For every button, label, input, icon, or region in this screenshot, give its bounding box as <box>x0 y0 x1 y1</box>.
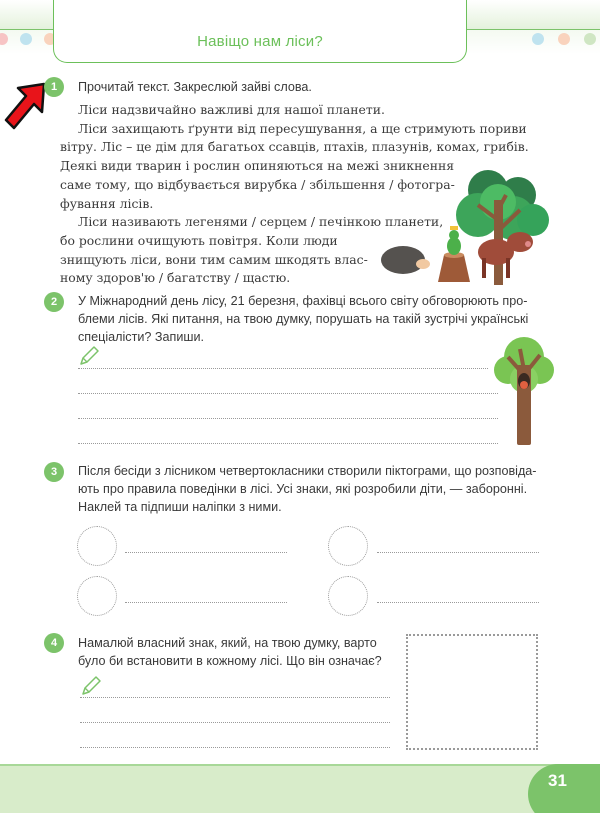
text-line: ному здоров'ю / багатству / щастю. <box>60 270 291 286</box>
task-badge: 4 <box>44 633 64 653</box>
sticker-label-line[interactable] <box>125 552 287 553</box>
decor-dot <box>532 33 544 45</box>
text-line: блеми лісів. Які питання, на твою думку, порушать на такій зустрічі українські <box>78 312 529 326</box>
sticker-placeholder[interactable] <box>77 576 117 616</box>
red-arrow-icon <box>2 82 48 132</box>
sticker-placeholder[interactable] <box>77 526 117 566</box>
drawing-area[interactable] <box>406 634 538 750</box>
sticker-placeholder[interactable] <box>328 576 368 616</box>
task-instruction: Прочитай текст. Закреслюй зайві слова. <box>78 80 312 94</box>
text-line: фування лісів. <box>60 195 154 211</box>
sticker-label-line[interactable] <box>377 602 539 603</box>
pencil-icon <box>80 675 102 697</box>
task-3-text <box>78 462 537 516</box>
hedgehog-icon <box>381 246 430 274</box>
text-line: Наклей та підпиши наліпки з ними. <box>78 500 282 514</box>
text-line: спеціалісти? Запиши. <box>78 330 204 344</box>
sticker-placeholder[interactable] <box>328 526 368 566</box>
decor-dot <box>558 33 570 45</box>
text-line: саме тому, що відбувається вирубка / збільшення / фотогра- <box>60 176 455 192</box>
answer-line[interactable] <box>78 418 498 419</box>
sticker-label-line[interactable] <box>125 602 287 603</box>
tree-with-owl-illustration <box>494 335 554 450</box>
pencil-icon <box>78 345 100 367</box>
title-card <box>53 0 467 63</box>
text-line: Ліси захищають ґрунти від пересушування, а ще стримують пориви <box>78 120 527 136</box>
tree-icon <box>456 170 549 285</box>
forest-animals-illustration <box>378 160 558 285</box>
text-line: знищують ліси, вони тим самим шкодять влас- <box>60 251 368 267</box>
text-line: бо рослини очищують повітря. Коли люди <box>60 232 338 248</box>
answer-line[interactable] <box>78 443 498 444</box>
task-badge: 1 <box>44 77 64 97</box>
task-badge: 2 <box>44 292 64 312</box>
text-line: Намалюй власний знак, який, на твою думку, варто <box>78 636 377 650</box>
page-number: 31 <box>548 771 567 790</box>
task-badge: 3 <box>44 462 64 482</box>
text-line: Після бесіди з лісником четвертокласники створили піктограми, що розповіда- <box>78 464 537 478</box>
decor-dot <box>584 33 596 45</box>
answer-line[interactable] <box>80 722 390 723</box>
sticker-label-line[interactable] <box>377 552 539 553</box>
text-line: було би встановити в кожному лісі. Що він означає? <box>78 654 382 668</box>
task-4-text <box>78 634 382 670</box>
text-line: У Міжнародний день лісу, 21 березня, фахівці всього світу обговорюють про- <box>78 294 528 308</box>
text-line: вітру. Ліс – це дім для багатьох ссавців, птахів, плазунів, комах, грибів. <box>60 139 529 155</box>
text-line: ють про правила поведінки в лісі. Усі знаки, які розробили діти, — заборонні. <box>78 482 528 496</box>
answer-line[interactable] <box>80 747 390 748</box>
answer-line[interactable] <box>78 368 488 369</box>
frog-on-stump-icon <box>438 226 470 282</box>
page-title: Навіщо нам ліси? <box>197 33 323 50</box>
text-line: Ліси називають легенями / серцем / печінкою планети, <box>78 214 444 230</box>
decor-dot <box>20 33 32 45</box>
footer-band <box>0 764 600 813</box>
answer-line[interactable] <box>80 697 390 698</box>
boar-icon <box>478 232 533 278</box>
task-2-text <box>78 292 528 346</box>
answer-line[interactable] <box>78 393 498 394</box>
text-line: Ліси надзвичайно важливі для нашої планети. <box>78 102 385 117</box>
text-line: Деякі види тварин і рослин опиняються на межі зникнення <box>60 158 455 174</box>
